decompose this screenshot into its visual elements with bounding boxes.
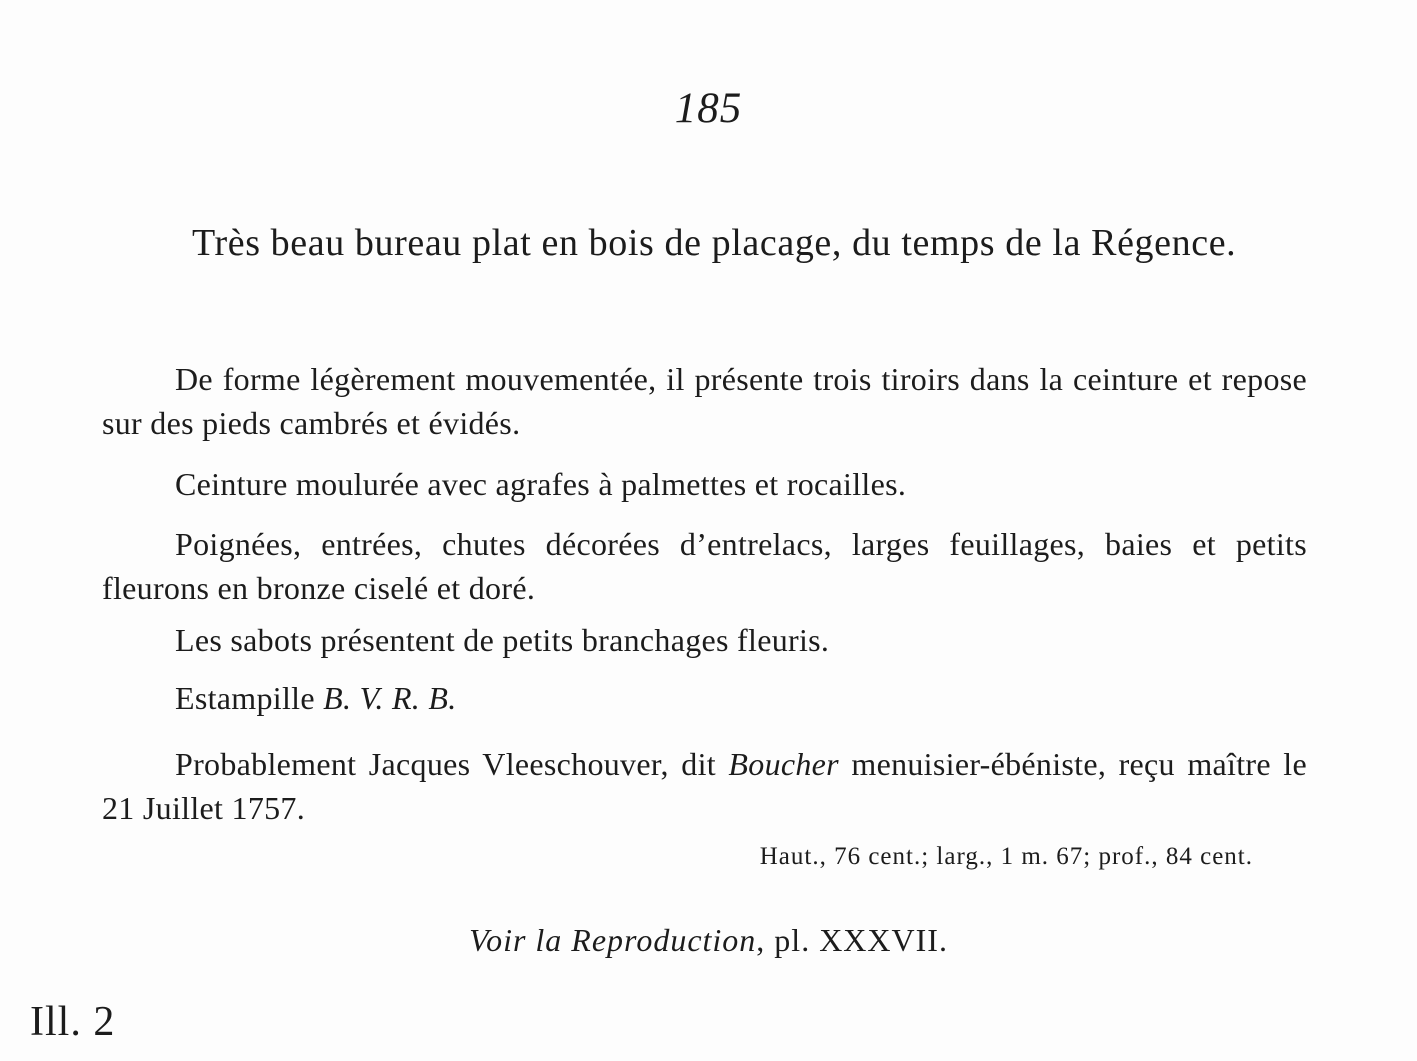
illustration-label: Ill. 2	[30, 999, 116, 1045]
description-paragraph-bronzes: Poignées, entrées, chutes décorées d’entrelacs, larges feuillages, baies et petits fleurons en bronze ciselé et doré.	[102, 526, 1307, 606]
dimensions-line: Haut., 76 cent.; larg., 1 m. 67; prof., 84 cent.	[759, 843, 1253, 870]
description-paragraph-attribution	[102, 742, 1307, 830]
attribution-name: Boucher	[728, 746, 839, 782]
reference-plate: , pl. XXXVII.	[756, 922, 948, 958]
reference-italic: Voir la Reproduction	[469, 922, 757, 958]
attribution-tail: menuisier-ébéniste, reçu maître le 21 Juillet 1757.	[102, 746, 1307, 826]
attribution-lead: Probablement Jacques Vleeschouver, dit	[175, 746, 729, 782]
estampille-label: Estampille	[175, 680, 324, 716]
lot-title: Très beau bureau plat en bois de placage, du temps de la Régence.	[192, 222, 1237, 264]
estampille-mark: B. V. R. B.	[323, 680, 457, 716]
description-paragraph-sabots: Les sabots présentent de petits branchages fleuris.	[175, 622, 830, 658]
description-paragraph-estampille	[102, 676, 1307, 720]
lot-number: 185	[674, 85, 743, 132]
description-paragraph-form: De forme légèrement mouvementée, il présente trois tiroirs dans la ceinture et repose sur des pieds cambrés et évidés.	[102, 361, 1307, 441]
description-paragraph-ceinture: Ceinture moulurée avec agrafes à palmettes et rocailles.	[175, 466, 907, 502]
reproduction-reference	[0, 922, 1417, 959]
